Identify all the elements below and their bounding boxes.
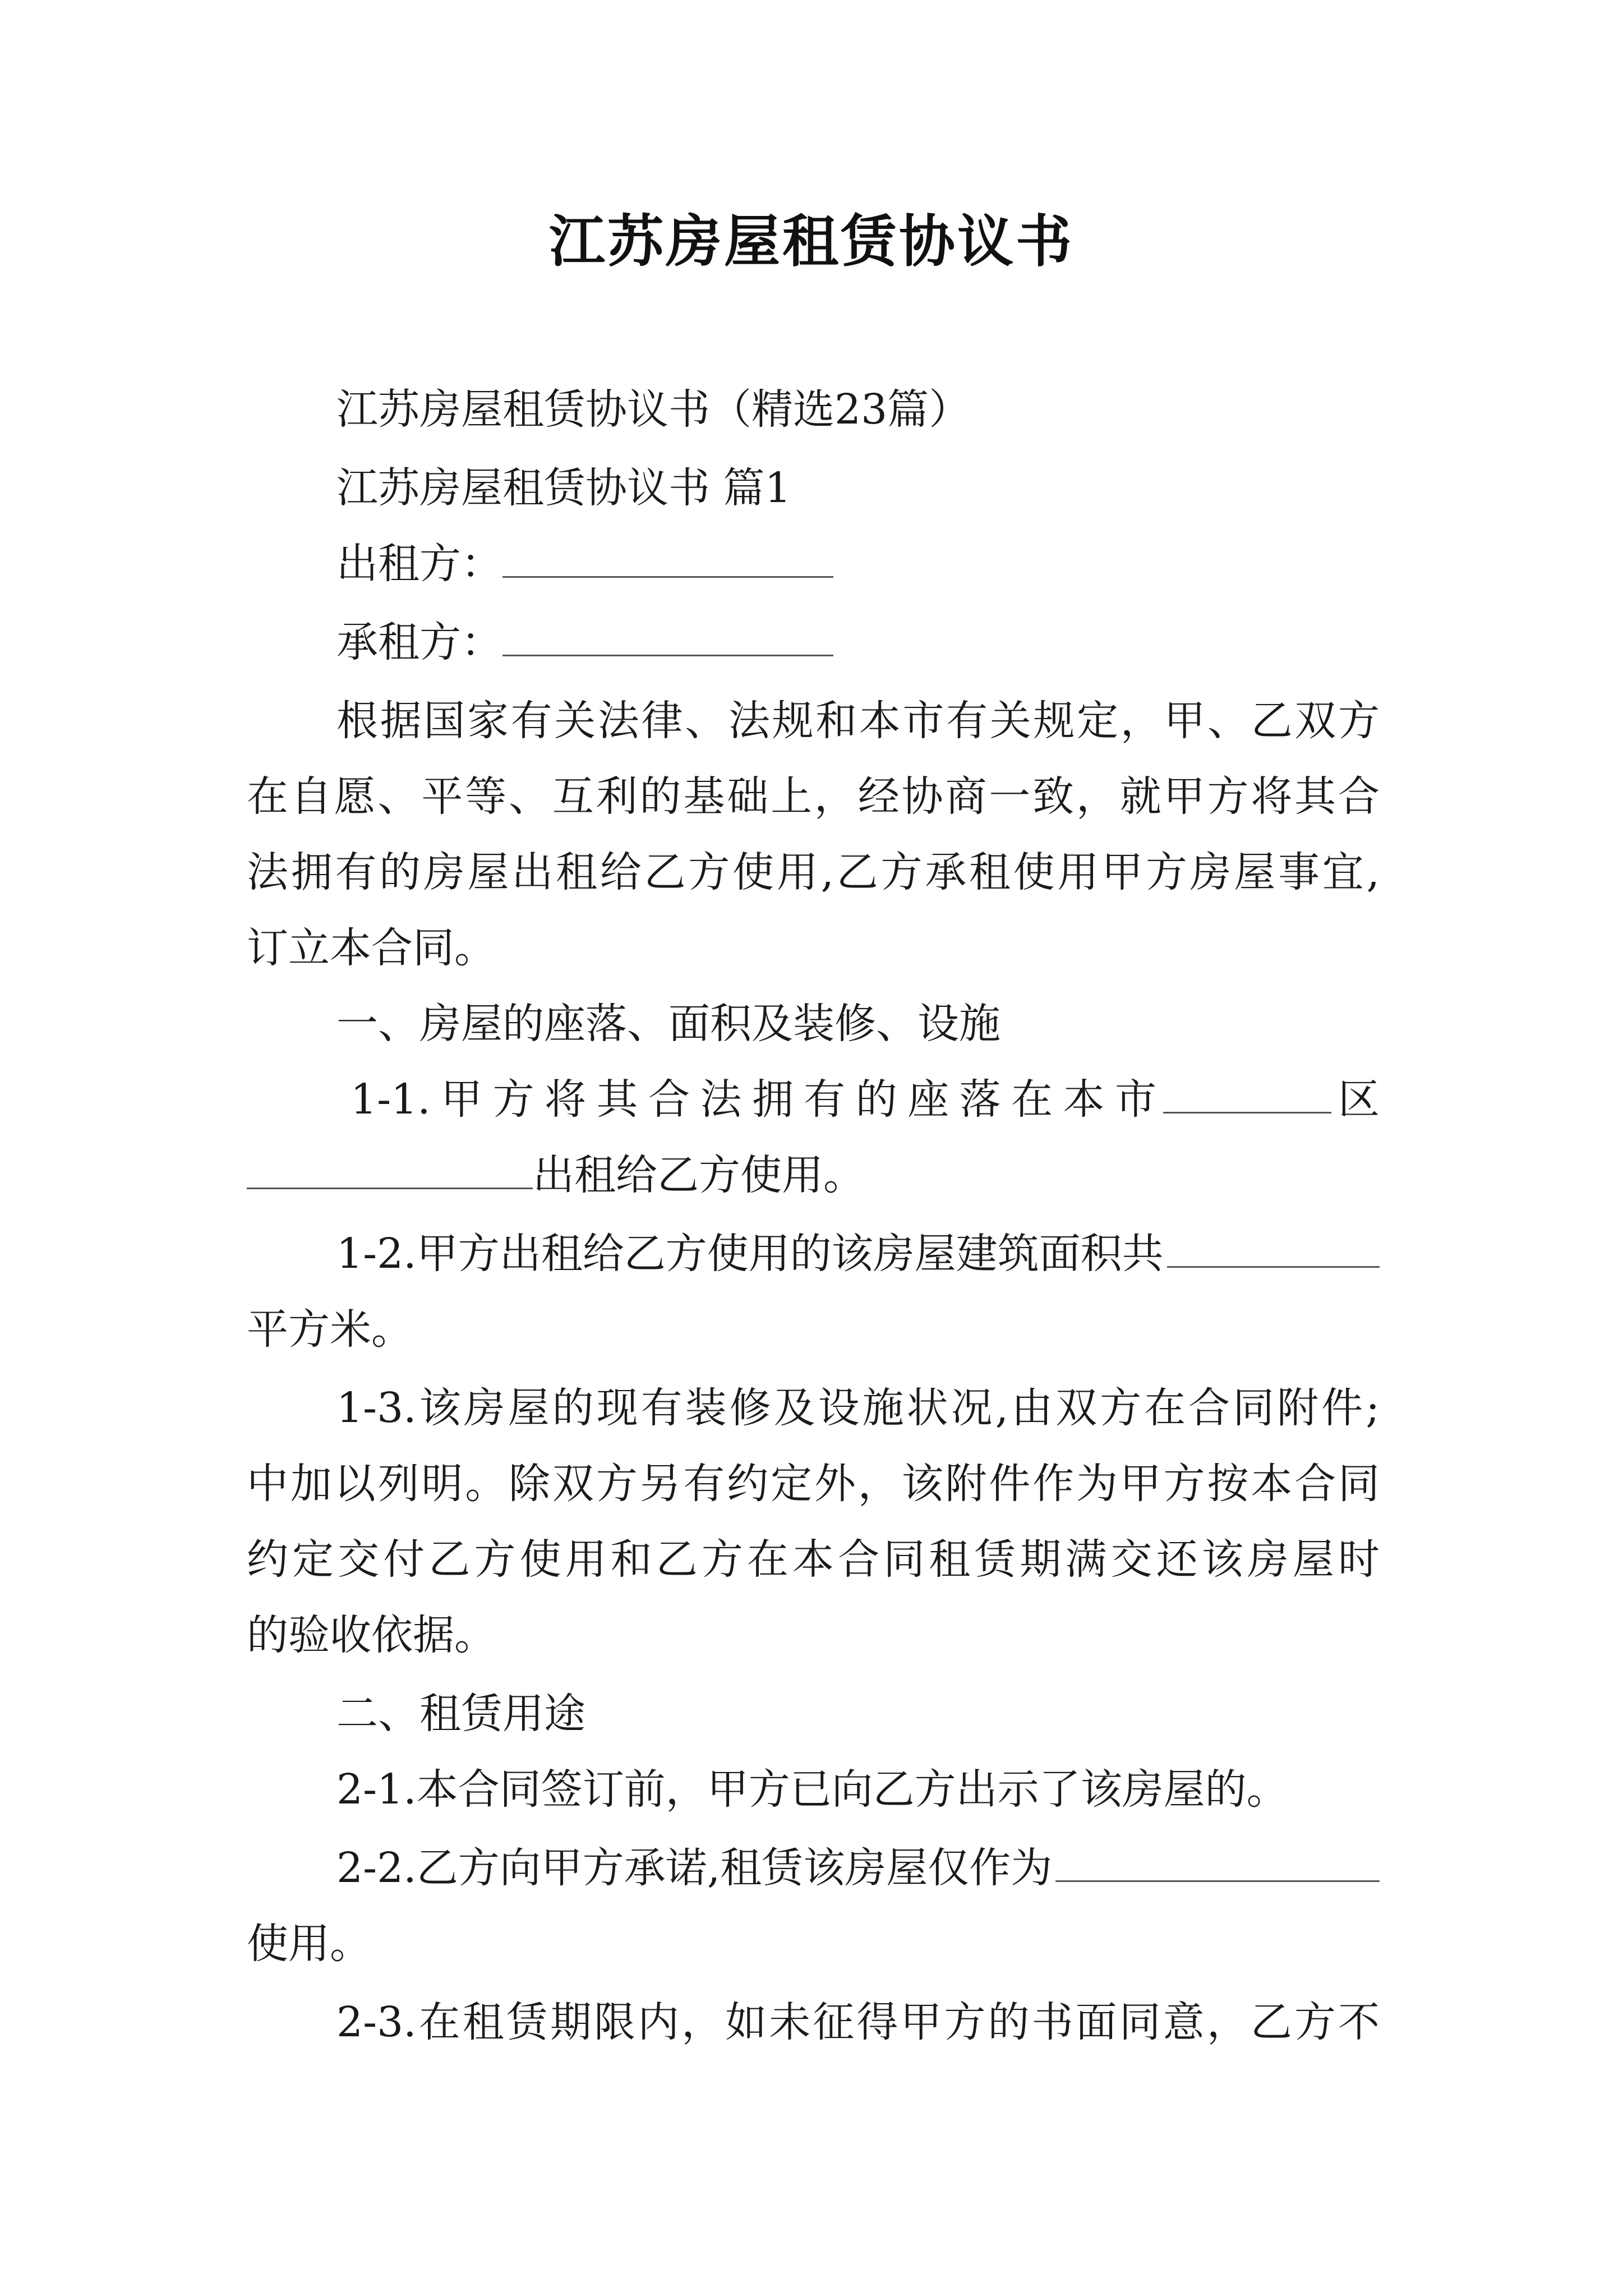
part1-heading: 一、房屋的座落、面积及装修、设施 xyxy=(336,1000,1000,1048)
subtitle: 江苏房屋租赁协议书（精选23篇） xyxy=(336,385,971,434)
document-title: 江苏房屋租赁协议书 xyxy=(549,208,1074,274)
clause-2-2-line-1 xyxy=(336,1840,1380,1896)
clause-1-1-text-c: 出租给乙方使用。 xyxy=(533,1151,865,1199)
clause-1-2-text-a: 1-2.甲方出租给乙方使用的该房屋建筑面积共 xyxy=(336,1230,1164,1278)
clause-1-1-line-1 xyxy=(351,1071,1380,1128)
clause-1-1-text-b: 区 xyxy=(1338,1075,1380,1124)
area-blank xyxy=(1167,1227,1380,1268)
clause-1-3-line-4: 的验收依据。 xyxy=(247,1611,496,1659)
clause-2-2-text-a: 2-2.乙方向甲方承诺,租赁该房屋仅作为 xyxy=(336,1844,1053,1892)
intro-line-1: 根据国家有关法律、法规和本市有关规定，甲、乙双方 xyxy=(336,697,1380,745)
address-blank xyxy=(247,1148,533,1189)
clause-1-1-line-2 xyxy=(247,1147,1380,1203)
clause-1-2-text-b: 平方米。 xyxy=(247,1305,413,1354)
clause-2-1: 2-1.本合同签订前，甲方已向乙方出示了该房屋的。 xyxy=(336,1765,1288,1814)
lessee-blank xyxy=(502,615,833,656)
lessor-line xyxy=(336,536,1380,592)
section-heading: 江苏房屋租赁协议书 篇1 xyxy=(336,464,791,512)
intro-line-3: 法拥有的房屋出租给乙方使用,乙方承租使用甲方房屋事宜, xyxy=(247,848,1380,896)
usage-blank xyxy=(1055,1841,1380,1882)
clause-2-2-text-b: 使用。 xyxy=(247,1920,371,1968)
lessor-blank xyxy=(502,537,833,578)
clause-2-3-line-1: 2-3.在租赁期限内，如未征得甲方的书面同意，乙方不 xyxy=(336,1998,1380,2046)
clause-1-1-text-a: 1-1.甲方将其合法拥有的座落在本市 xyxy=(351,1075,1156,1124)
clause-1-3-line-1: 1-3.该房屋的现有装修及设施状况,由双方在合同附件; xyxy=(336,1384,1380,1432)
part2-heading: 二、租赁用途 xyxy=(336,1690,585,1738)
lessee-label: 承租方： xyxy=(336,618,502,666)
lessee-line xyxy=(336,614,1380,670)
lessor-label: 出租方： xyxy=(336,540,502,588)
clause-1-3-line-3: 约定交付乙方使用和乙方在本合同租赁期满交还该房屋时 xyxy=(247,1535,1380,1584)
intro-line-4: 订立本合同。 xyxy=(247,924,496,972)
clause-1-3-line-2: 中加以列明。除双方另有约定外，该附件作为甲方按本合同 xyxy=(247,1460,1380,1508)
district-blank xyxy=(1163,1073,1331,1114)
clause-1-2-line-1 xyxy=(336,1226,1380,1282)
intro-line-2: 在自愿、平等、互利的基础上，经协商一致，就甲方将其合 xyxy=(247,772,1380,821)
